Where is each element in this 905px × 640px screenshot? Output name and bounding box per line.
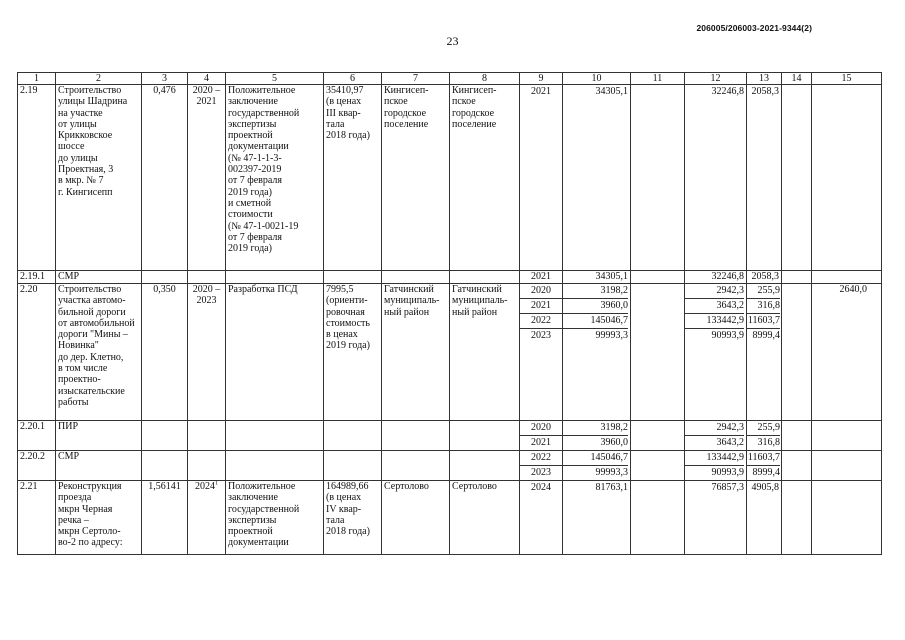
column-number-row bbox=[18, 73, 882, 85]
column-number: 3 bbox=[142, 73, 188, 85]
customer: Кингисеп- пское городское поселение bbox=[382, 85, 450, 271]
column-number: 6 bbox=[324, 73, 382, 85]
owner: Сертолово bbox=[450, 481, 520, 555]
row-number: 2.19 bbox=[18, 85, 56, 271]
column-number: 10 bbox=[563, 73, 631, 85]
owner: Гатчинский муниципаль- ный район bbox=[450, 284, 520, 421]
table-row bbox=[18, 284, 882, 421]
col15-cell bbox=[812, 481, 882, 555]
row-number: 2.20 bbox=[18, 284, 56, 421]
col15-cell: 2640,0 bbox=[812, 284, 882, 421]
row-number: 2.19.1 bbox=[18, 271, 56, 284]
object-length: 1,56141 bbox=[142, 481, 188, 555]
implementation-period: 2024$^1$ bbox=[188, 481, 226, 555]
estimated-cost: 164989,66 (в ценах IV квар- тала 2018 года) bbox=[324, 481, 382, 555]
total-cell: 34305,1 bbox=[563, 85, 631, 271]
column-number: 15 bbox=[812, 73, 882, 85]
column-number: 5 bbox=[226, 73, 324, 85]
col13-cell: 255,9 316,8 11603,7 8999,4 bbox=[747, 284, 782, 421]
object-name: Строительство улицы Шадрина на участке от улицы Крикковское шоссе до улицы Проектная, 3 в мкр. № 7 г. Кингисепп bbox=[56, 85, 142, 271]
column-number: 4 bbox=[188, 73, 226, 85]
col14-cell bbox=[782, 284, 812, 421]
column-number: 14 bbox=[782, 73, 812, 85]
col13-cell: 11603,7 8999,4 bbox=[747, 451, 782, 481]
col12-cell: 2942,3 3643,2 133442,9 90993,9 bbox=[685, 284, 747, 421]
table-row bbox=[18, 271, 882, 284]
row-number: 2.20.2 bbox=[18, 451, 56, 481]
table-row bbox=[18, 421, 882, 451]
col11-cell bbox=[631, 284, 685, 421]
col13-cell: 255,9 316,8 bbox=[747, 421, 782, 451]
column-number: 13 bbox=[747, 73, 782, 85]
document-number: 206005/206003-2021-9344(2) bbox=[696, 23, 812, 33]
object-name: Реконструкция проезда мкрн Черная речка – мкрн Сертоло- во-2 по адресу: bbox=[56, 481, 142, 555]
cost-basis: Положительное заключение государственной экспертизы проектной документации (№ 47-1-1-3- 002397-2019 от 7 февраля 2019 года) и сметной стоимости (№ 47-1-0021-19 от 7 февраля 2019 года) bbox=[226, 85, 324, 271]
year-cell: 2024 bbox=[520, 481, 563, 555]
col11-cell bbox=[631, 481, 685, 555]
object-length: 0,476 bbox=[142, 85, 188, 271]
implementation-period: 2020 – 2023 bbox=[188, 284, 226, 421]
object-name: СМР bbox=[56, 271, 142, 284]
col12-cell: 32246,8 bbox=[685, 271, 747, 284]
estimated-cost: 35410,97 (в ценах III квар- тала 2018 года) bbox=[324, 85, 382, 271]
column-number: 1 bbox=[18, 73, 56, 85]
page-number: 23 bbox=[446, 34, 459, 48]
customer: Гатчинский муниципаль- ный район bbox=[382, 284, 450, 421]
col12-cell: 133442,9 90993,9 bbox=[685, 451, 747, 481]
row-number: 2.20.1 bbox=[18, 421, 56, 451]
col12-cell: 32246,8 bbox=[685, 85, 747, 271]
estimated-cost: 7995,5 (ориенти- ровочная стоимость в ценах 2019 года) bbox=[324, 284, 382, 421]
column-number: 8 bbox=[450, 73, 520, 85]
owner: Кингисеп- пское городское поселение bbox=[450, 85, 520, 271]
total-cell: 81763,1 bbox=[563, 481, 631, 555]
implementation-period: 2020 – 2021 bbox=[188, 85, 226, 271]
row-number: 2.21 bbox=[18, 481, 56, 555]
year-cell: 2021 bbox=[520, 85, 563, 271]
table-row bbox=[18, 481, 882, 555]
object-name: ПИР bbox=[56, 421, 142, 451]
total-cell: 34305,1 bbox=[563, 271, 631, 284]
year-cell: 2020 2021 2022 2023 bbox=[520, 284, 563, 421]
col12-cell: 2942,3 3643,2 bbox=[685, 421, 747, 451]
works-table bbox=[17, 72, 882, 555]
column-number: 9 bbox=[520, 73, 563, 85]
col13-cell: 4905,8 bbox=[747, 481, 782, 555]
column-number: 12 bbox=[685, 73, 747, 85]
col14-cell bbox=[782, 481, 812, 555]
col14-cell bbox=[782, 85, 812, 271]
object-length: 0,350 bbox=[142, 284, 188, 421]
year-cell: 2022 2023 bbox=[520, 451, 563, 481]
customer: Сертолово bbox=[382, 481, 450, 555]
column-number: 2 bbox=[56, 73, 142, 85]
col13-cell: 2058,3 bbox=[747, 85, 782, 271]
year-cell: 2021 bbox=[520, 271, 563, 284]
col12-cell: 76857,3 bbox=[685, 481, 747, 555]
col13-cell: 2058,3 bbox=[747, 271, 782, 284]
cost-basis: Положительное заключение государственной экспертизы проектной документации bbox=[226, 481, 324, 555]
table-row bbox=[18, 85, 882, 271]
total-cell: 3198,2 3960,0 bbox=[563, 421, 631, 451]
object-name: СМР bbox=[56, 451, 142, 481]
column-number: 11 bbox=[631, 73, 685, 85]
total-cell: 3198,2 3960,0 145046,7 99993,3 bbox=[563, 284, 631, 421]
cost-basis: Разработка ПСД bbox=[226, 284, 324, 421]
table-row bbox=[18, 451, 882, 481]
object-name: Строительство участка автомо- бильной дороги от автомобильной дороги "Мины – Новинка" до дер. Клетно, в том числе проектно- изыскательские работы bbox=[56, 284, 142, 421]
column-number: 7 bbox=[382, 73, 450, 85]
total-cell: 145046,7 99993,3 bbox=[563, 451, 631, 481]
col15-cell bbox=[812, 85, 882, 271]
year-cell: 2020 2021 bbox=[520, 421, 563, 451]
col11-cell bbox=[631, 85, 685, 271]
